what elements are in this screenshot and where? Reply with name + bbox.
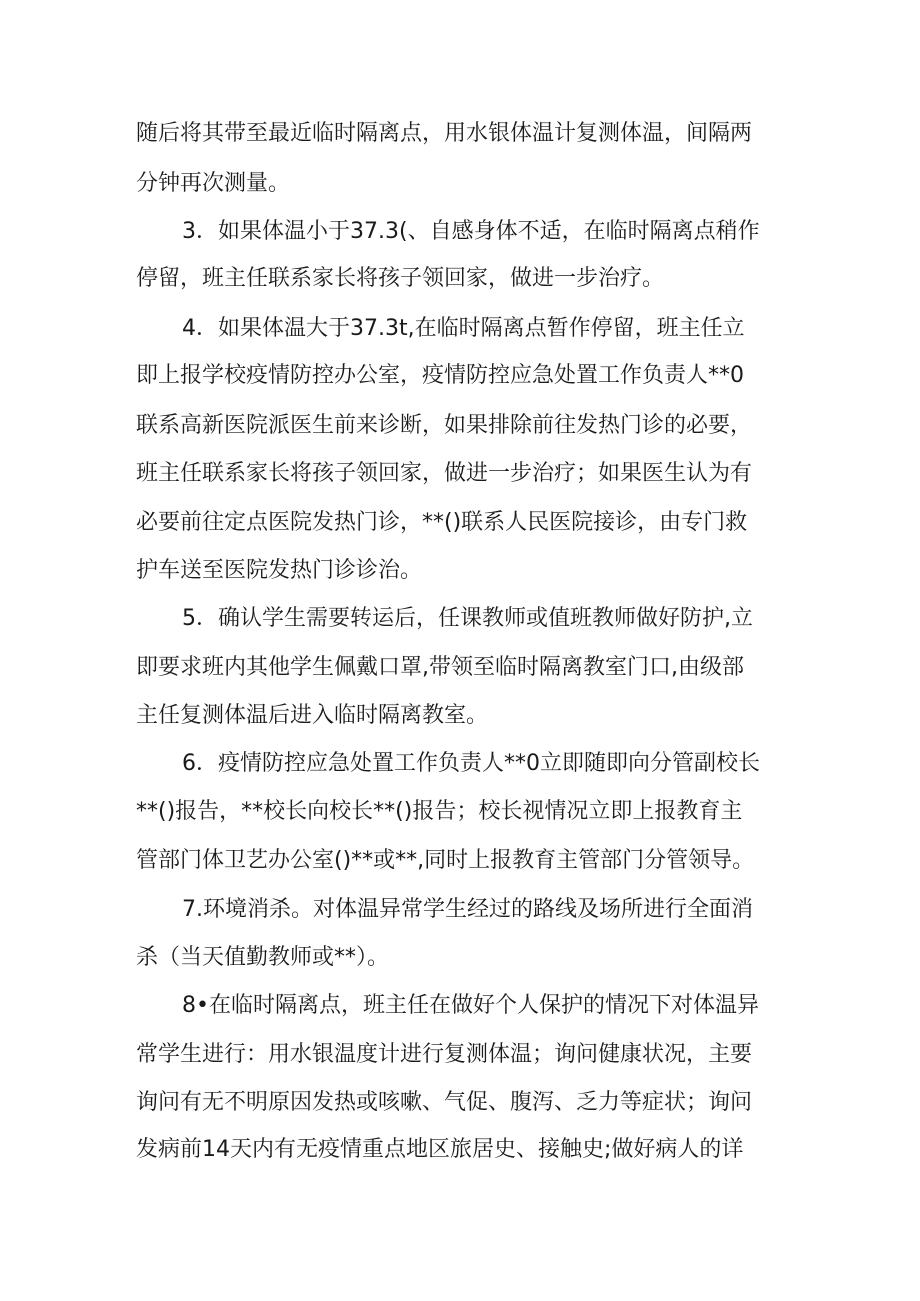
text-line: 必要前往定点医院发热门诊，**()联系人民医院接诊，由专门救 (136, 510, 748, 535)
text-line: 即要求班内其他学生佩戴口罩,带领至临时隔离教室门口,由级部 (136, 655, 744, 680)
text-line: 随后将其带至最近临时隔离点，用水银体温计复测体温，间隔两 (136, 121, 753, 146)
text-line: 班主任联系家长将孩子领回家，做进一步治疗；如果医生认为有 (136, 461, 753, 486)
text-line: 发病前14天内有无疫情重点地区旅居史、接触史;做好病人的详 (136, 1137, 744, 1162)
text-line: 6．疫情防控应急处置工作负责人**0立即随即向分管副校长 (182, 751, 760, 776)
text-line: 主任复测体温后进入临时隔离教室。 (136, 703, 489, 728)
text-line: 询问有无不明原因发热或咳嗽、气促、腹泻、乏力等症状；询问 (136, 1090, 753, 1115)
text-line: 杀（当天值勤教师或**）。 (136, 945, 390, 970)
text-line: 3．如果体温小于37.3(、自感身体不适，在临时隔离点稍作 (182, 219, 760, 244)
text-line: **()报告，**校长向校长**()报告；校长视情况立即上报教育主 (136, 799, 743, 824)
text-line: 常学生进行：用水银温度计进行复测体温；询问健康状况，主要 (136, 1042, 753, 1067)
text-line: 分钟再次测量。 (136, 171, 291, 196)
text-line: 4．如果体温大于37.3t,在临时隔离点暂作停留，班主任立 (182, 316, 745, 341)
text-line: 8•在临时隔离点，班主任在做好个人保护的情况下对体温异 (182, 993, 759, 1018)
text-line: 即上报学校疫情防控办公室，疫情防控应急处置工作负责人**0 (136, 363, 744, 388)
text-line: 7.环境消杀。对体温异常学生经过的路线及场所进行全面消 (182, 897, 753, 922)
text-line: 护车送至医院发热门诊诊治。 (136, 558, 423, 583)
text-line: 5．确认学生需要转运后，任课教师或值班教师做好防护,立 (182, 606, 753, 631)
text-line: 管部门体卫艺办公室()**或**,同时上报教育主管部门分管领导。 (136, 848, 755, 873)
text-line: 停留，班主任联系家长将孩子领回家，做进一步治疗。 (136, 266, 665, 291)
text-line: 联系高新医院派医生前来诊断，如果排除前往发热门诊的必要， (136, 413, 753, 438)
